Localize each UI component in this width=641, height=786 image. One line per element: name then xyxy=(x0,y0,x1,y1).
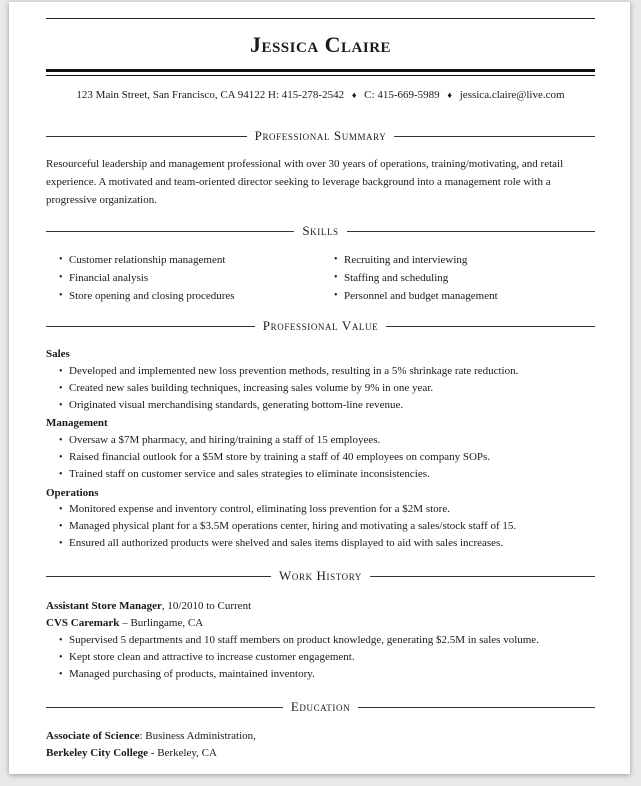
section-header-education xyxy=(46,699,595,715)
cell-phone: C: 415-669-5989 xyxy=(364,89,440,101)
section-header-value xyxy=(46,318,595,334)
section-title-education: Education xyxy=(283,699,358,714)
skill-item: • Personnel and budget management xyxy=(321,287,595,305)
sales-bullets xyxy=(46,363,595,415)
work-bullets xyxy=(46,632,595,684)
bullet-item: • Monitored expense and inventory control, eliminating loss prevention for a $2M store. xyxy=(46,501,595,518)
company-name: CVS Caremark xyxy=(46,617,120,629)
job-title-line xyxy=(46,599,251,613)
school-name: Berkeley City College xyxy=(46,747,149,759)
company-location: – Burlingame, CA xyxy=(119,617,204,629)
contact-line xyxy=(46,88,595,102)
bullet-item: • Originated visual merchandising standards, generating bottom-line revenue. xyxy=(46,397,595,414)
section-title-skills: Skills xyxy=(294,223,346,238)
address: 123 Main Street, San Francisco, CA 94122 xyxy=(76,89,266,101)
name-rule-thin xyxy=(46,75,595,76)
bullet-item: • Raised financial outlook for a $5M store by training a staff of 40 employees on company SOPs. xyxy=(46,449,595,466)
skill-item: • Financial analysis xyxy=(46,269,316,287)
skills-right-list xyxy=(321,251,595,305)
email: jessica.claire@live.com xyxy=(459,89,565,101)
skill-item: • Staffing and scheduling xyxy=(321,269,595,287)
skills-left-list xyxy=(46,251,316,305)
bullet-item: • Trained staff on customer service and sales strategies to eliminate inconsistencies. xyxy=(46,466,595,483)
value-group-label-operations: Operations xyxy=(46,487,99,499)
job-title: Assistant Store Manager xyxy=(46,600,162,612)
skill-item: • Customer relationship management xyxy=(46,251,316,269)
company-line xyxy=(46,616,203,630)
bullet-item: • Supervised 5 departments and 10 staff members on product knowledge, generating $2.5M in sales volume. xyxy=(46,632,595,649)
degree: Associate of Science xyxy=(46,730,140,742)
skill-item: • Recruiting and interviewing xyxy=(321,251,595,269)
degree-line xyxy=(46,729,256,743)
resume-page xyxy=(9,2,630,774)
section-title-work: Work History xyxy=(271,568,370,583)
bullet-item: • Managed physical plant for a $3.5M operations center, hiring and motivating a sales/stock staff of 15. xyxy=(46,518,595,535)
school-line xyxy=(46,746,217,760)
top-rule xyxy=(46,18,595,19)
separator-diamond-icon: ♦ xyxy=(351,90,357,100)
summary-text: Resourceful leadership and management professional with over 30 years of operations, training/motivating, and retail experience. A motivated and team-oriented director seeking to leverage background into a management role with a progressive organization. xyxy=(46,158,564,206)
operations-bullets xyxy=(46,501,595,553)
section-header-summary xyxy=(46,128,595,144)
section-title-summary: Professional Summary xyxy=(247,128,395,143)
bullet-item: • Kept store clean and attractive to increase customer engagement. xyxy=(46,649,595,666)
skill-item: • Store opening and closing procedures xyxy=(46,287,316,305)
job-dates: , 10/2010 to Current xyxy=(161,600,252,612)
bullet-item: • Managed purchasing of products, maintained inventory. xyxy=(46,666,595,683)
bullet-item: • Created new sales building techniques, increasing sales volume by 9% in one year. xyxy=(46,380,595,397)
value-group-label-sales: Sales xyxy=(46,348,70,360)
candidate-name: Jessica Claire xyxy=(249,32,392,57)
bullet-item: • Oversaw a $7M pharmacy, and hiring/training a staff of 15 employees. xyxy=(46,432,595,449)
name-rule-thick xyxy=(46,69,595,72)
home-phone: H: 415-278-2542 xyxy=(268,89,345,101)
separator-diamond-icon: ♦ xyxy=(447,90,452,100)
value-group-label-management: Management xyxy=(46,417,108,429)
school-location: - Berkeley, CA xyxy=(148,747,217,759)
section-title-value: Professional Value xyxy=(255,318,386,333)
section-header-skills xyxy=(46,223,595,239)
bullet-item: • Ensured all authorized products were shelved and sales items displayed to aid with sales increases. xyxy=(46,535,595,552)
management-bullets xyxy=(46,432,595,484)
section-header-work xyxy=(46,568,595,584)
degree-field: : Business Administration, xyxy=(139,730,256,742)
bullet-item: • Developed and implemented new loss prevention methods, resulting in a 5% shrinkage rate reduction. xyxy=(46,363,595,380)
